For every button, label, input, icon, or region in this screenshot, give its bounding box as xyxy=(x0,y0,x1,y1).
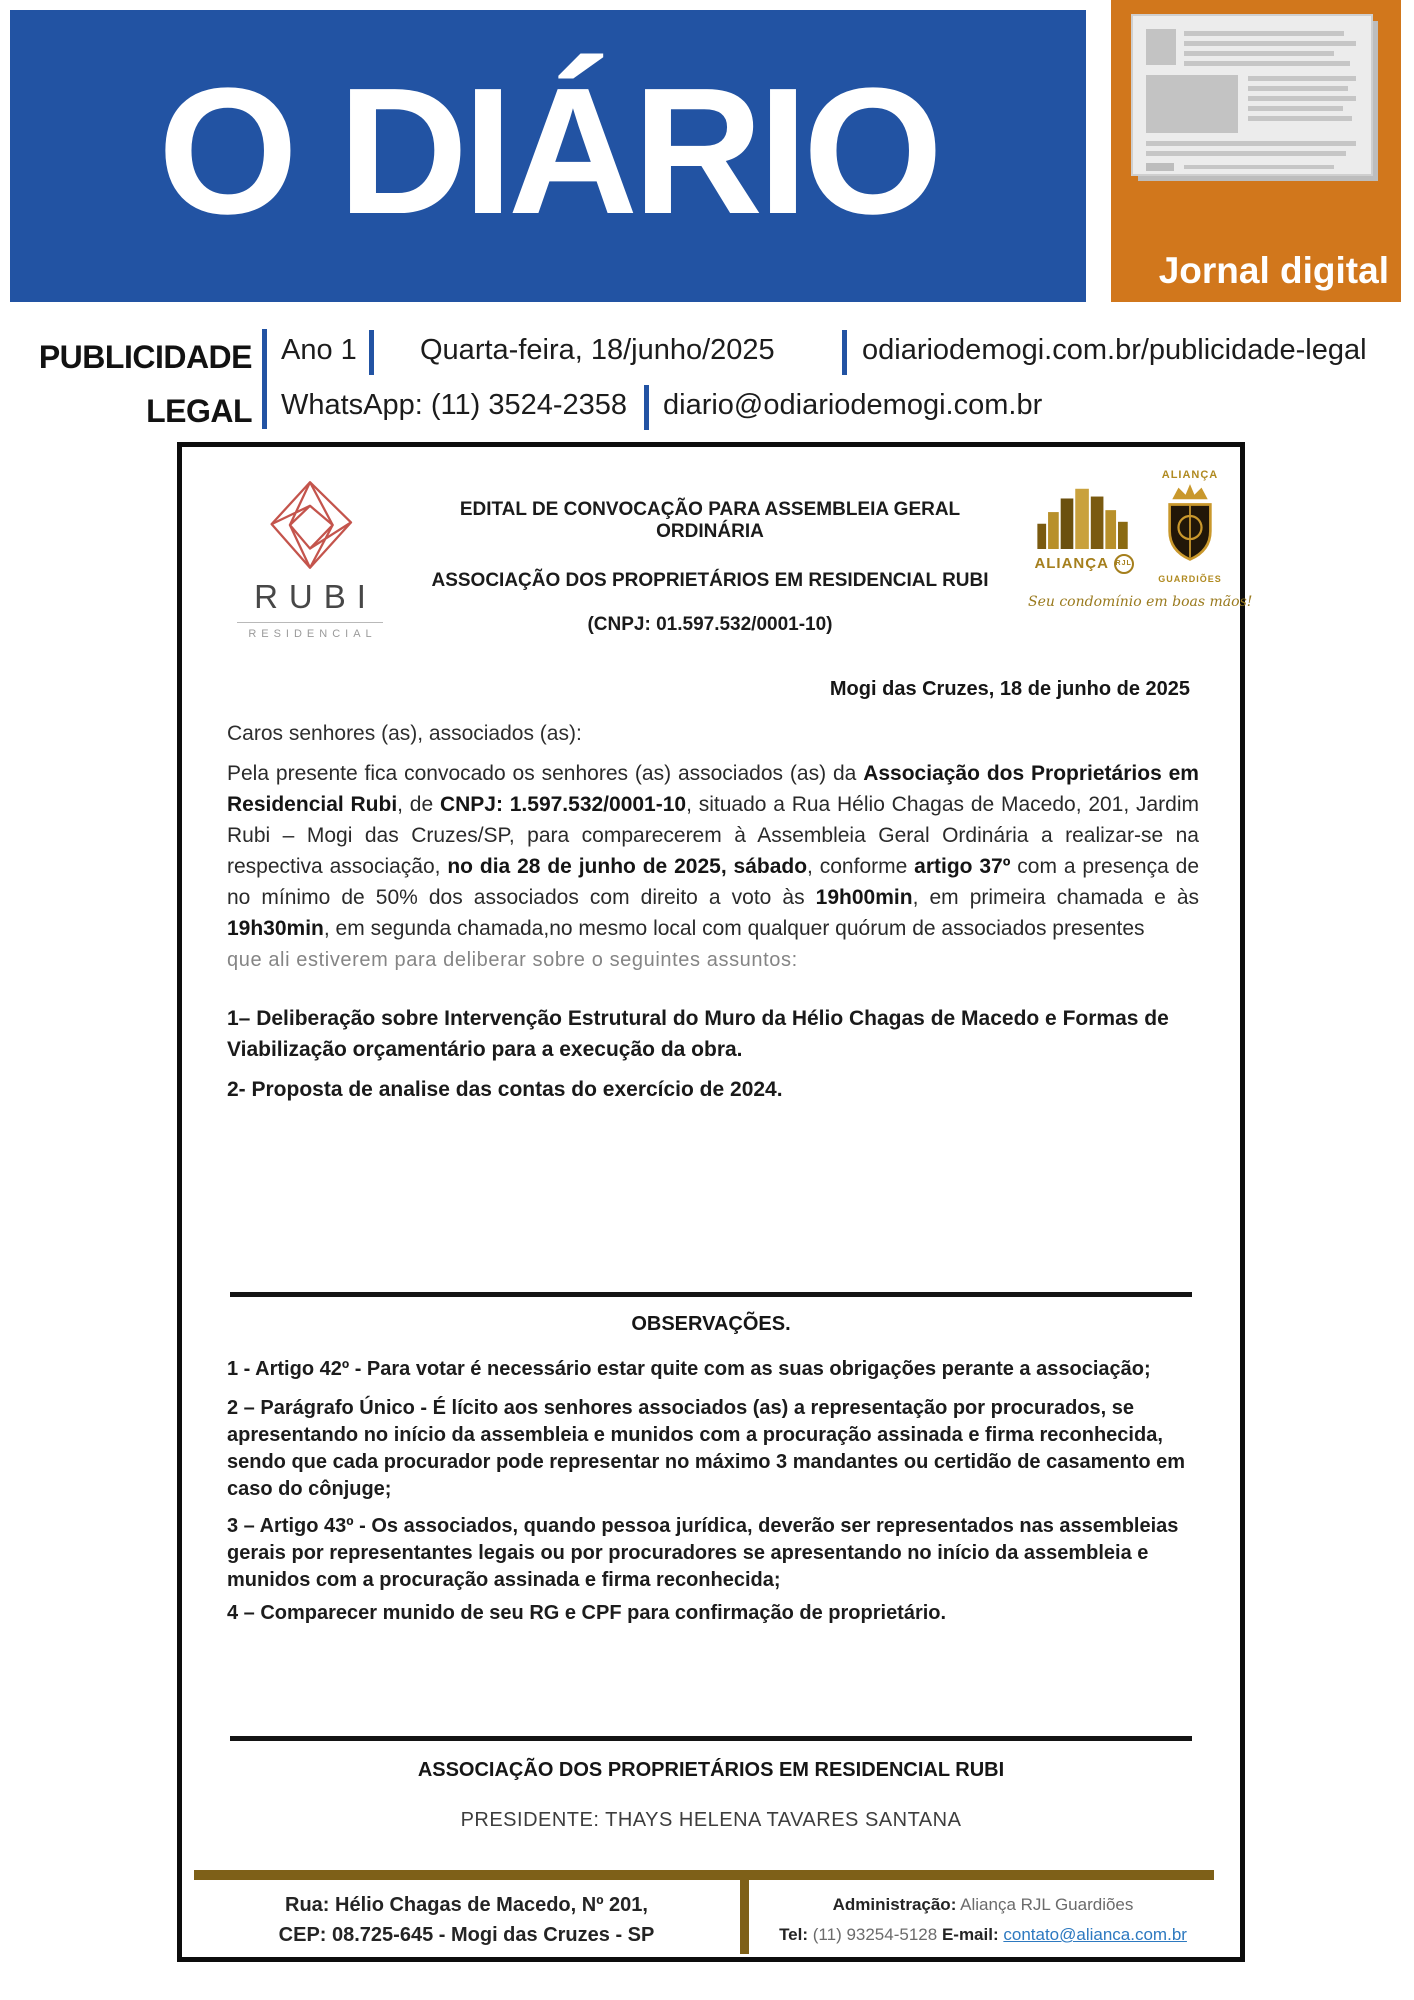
divider-bar xyxy=(644,385,649,430)
alianca-buildings-icon xyxy=(1034,481,1134,549)
rubi-logo xyxy=(235,477,385,640)
agenda-item-1: 1– Deliberação sobre Intervenção Estrutural do Muro da Hélio Chagas de Macedo e Formas de Viabilização orçamentário para a execução da obra. xyxy=(227,1007,1169,1061)
newspaper-title: O DIÁRIO xyxy=(157,51,939,252)
guardians-crest-icon xyxy=(1159,481,1221,567)
observations-heading: OBSERVAÇÕES. xyxy=(631,1313,791,1335)
section-label-bottom: LEGAL xyxy=(146,393,252,429)
section-rule xyxy=(230,1292,1192,1297)
footer-address xyxy=(194,1890,739,1950)
divider-bar xyxy=(369,330,374,375)
cnpj-line: (CNPJ: 01.597.532/0001-10) xyxy=(587,614,833,635)
agenda-item-2: 2- Proposta de analise das contas do exercício de 2024. xyxy=(227,1078,783,1101)
admin-email-link[interactable]: contato@alianca.com.br xyxy=(1003,1925,1187,1944)
footer-address-line2: CEP: 08.725-645 - Mogi das Cruzes - SP xyxy=(278,1924,655,1946)
rubi-gem-icon xyxy=(262,477,358,573)
signature-organization: ASSOCIAÇÃO DOS PROPRIETÁRIOS EM RESIDENCIAL RUBI xyxy=(417,1759,1005,1781)
divider-bar xyxy=(262,329,267,429)
deliberation-note: que ali estiverem para deliberar sobre o seguintes assuntos: xyxy=(227,949,798,971)
observation-item-3: 3 – Artigo 43º - Os associados, quando pessoa jurídica, deverão ser representados nas assembleias gerais por representantes legais ou por procuradores se apresentando no início da assembleia e munidos com a procuração assinada e firma reconhecida; xyxy=(227,1515,1179,1591)
signature-president: PRESIDENTE: THAYS HELENA TAVARES SANTANA xyxy=(460,1809,962,1831)
document-heading xyxy=(420,499,1000,636)
newspaper-email: diario@odiariodemogi.com.br xyxy=(663,389,1043,421)
convocation-text: Pela presente fica convocado os senhores (as) associados (as) da Associação dos Proprietários em Residencial Rubi, de CNPJ: 1.597.532/0001-10, situado a Rua Hélio Chagas de Macedo, 201, Jardim Rubi – Mogi das Cruzes/SP, para comparecerem à Assembleia Geral Ordinária a realizar-se na respectiva associação, no dia 28 de junho de 2025, sábado, conforme artigo 37º com a presença de no mínimo de 50% dos associados com direito a voto às 19h00min, em primeira chamada e às 19h30min, em segunda chamada,no mesmo local com qualquer quórum de associados presentes xyxy=(227,762,1199,940)
crest-subtitle: GUARDIÕES xyxy=(1158,574,1222,584)
rubi-logo-subtitle: RESIDENCIAL xyxy=(248,628,377,640)
observation-item-1: 1 - Artigo 42º - Para votar é necessário estar quite com as suas obrigações perante a associação; xyxy=(227,1358,1151,1380)
observation-item-4: 4 – Comparecer munido de seu RG e CPF para confirmação de proprietário. xyxy=(227,1602,947,1624)
convocation-paragraph xyxy=(227,758,1199,976)
digital-edition-label: Jornal digital xyxy=(1158,250,1389,291)
footer-admin-line: Administração: Aliança RJL Guardiões xyxy=(832,1895,1134,1914)
footer-administration xyxy=(752,1890,1214,1950)
divider-bar xyxy=(842,330,847,375)
newspaper-icon xyxy=(1128,13,1384,185)
section-label-top: PUBLICIDADE xyxy=(38,339,252,375)
masthead-banner xyxy=(10,10,1086,302)
dateline: Mogi das Cruzes, 18 de junho de 2025 xyxy=(829,678,1190,700)
rubi-logo-rule xyxy=(237,622,383,623)
legal-notice-document xyxy=(177,442,1253,1962)
footer-contact-line: Tel: (11) 93254-5128 E-mail: contato@alianca.com.br xyxy=(779,1925,1187,1944)
rjl-emblem: RJL xyxy=(1114,554,1134,574)
alianca-name: ALIANÇA RJL xyxy=(1028,554,1140,574)
digital-edition-badge xyxy=(1111,0,1401,302)
rubi-logo-name: RUBI xyxy=(254,578,377,615)
footer-rule xyxy=(194,1870,1214,1880)
footer-divider xyxy=(740,1870,749,1954)
publication-date: Quarta-feira, 18/junho/2025 xyxy=(420,334,775,366)
section-label xyxy=(0,330,252,438)
whatsapp-contact: WhatsApp: (11) 3524-2358 xyxy=(281,389,628,421)
footer-address-line1: Rua: Hélio Chagas de Macedo, Nº 201, xyxy=(285,1894,648,1916)
edital-title: EDITAL DE CONVOCAÇÃO PARA ASSEMBLEIA GERAL ORDINÁRIA xyxy=(459,499,961,542)
observation-item-2: 2 – Parágrafo Único - É lícito aos senhores associados (as) a representação por procurados, se apresentando no início da assembleia e munidos com a procuração assinada e firma reconhecida, sendo que cada procurador pode representar no máximo 3 mandantes ou certidão de casamento em caso do cônjuge; xyxy=(227,1397,1186,1500)
crest-title: ALIANÇA xyxy=(1161,469,1219,481)
edition-number: Ano 1 xyxy=(281,334,357,366)
association-title: ASSOCIAÇÃO DOS PROPRIETÁRIOS EM RESIDENCIAL RUBI xyxy=(431,570,989,591)
signature-rule xyxy=(230,1736,1192,1741)
salutation: Caros senhores (as), associados (as): xyxy=(227,722,582,745)
website-url: odiariodemogi.com.br/publicidade-legal xyxy=(862,334,1367,366)
alianca-logo xyxy=(1028,469,1253,610)
alianca-tagline: Seu condomínio em boas mãos! xyxy=(1028,594,1253,610)
